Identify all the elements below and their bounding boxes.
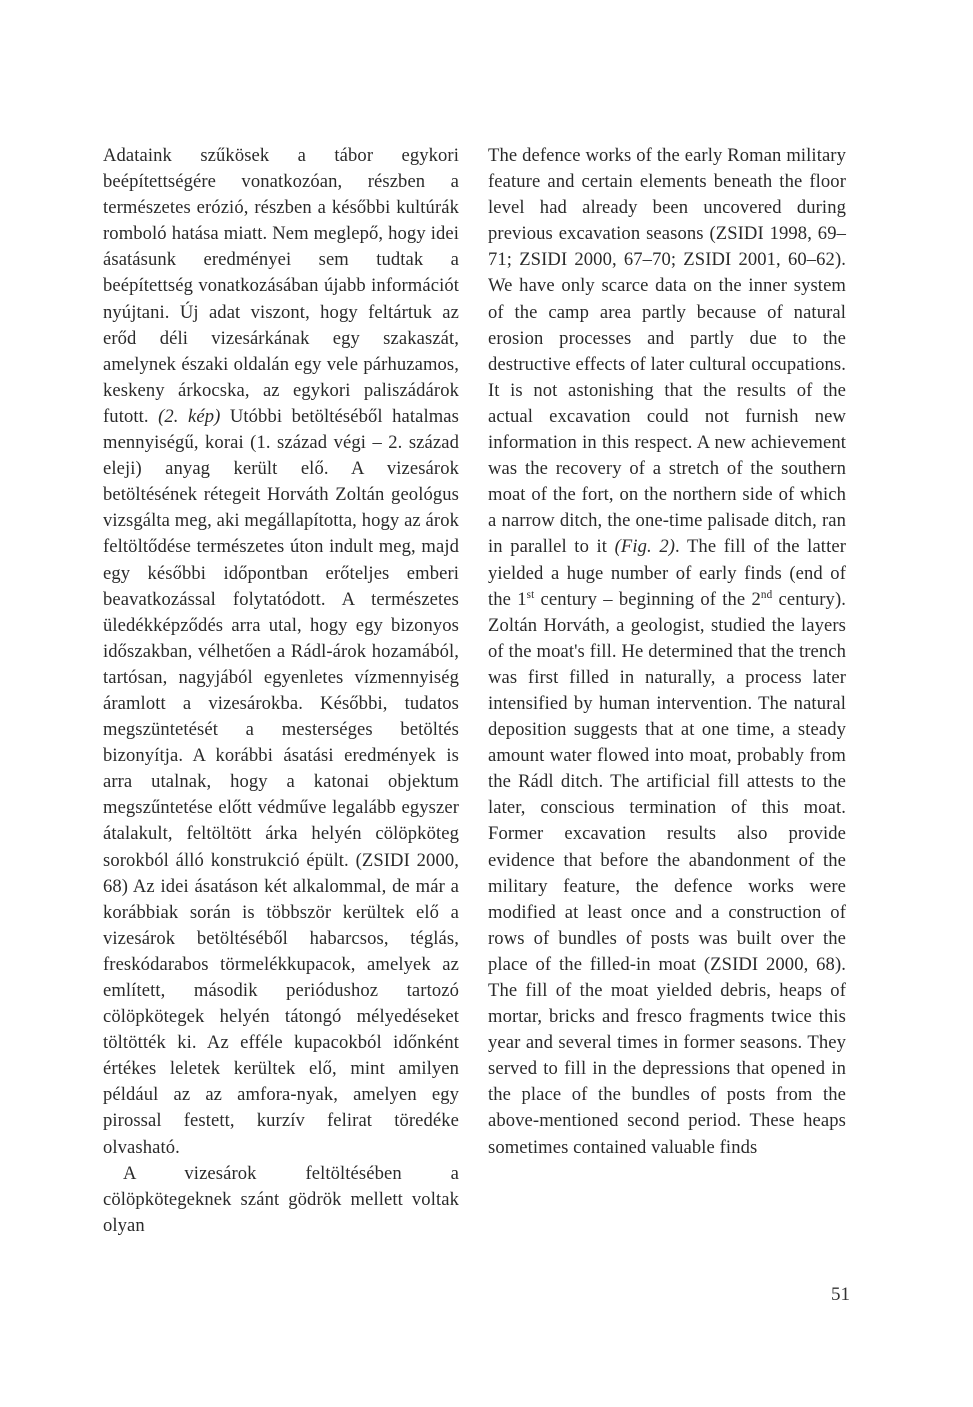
text-segment: The defence works of the early Roman military feature and certain elements beneath the floor level had already been uncovered during previous excavation seasons (ZSIDI 1998, 69–71; ZSIDI 2000, 67–70; ZSIDI 2001, 60–62). We have only scarce data on the inner system of the camp area partly because of natural erosion processes and partly due to the destructive effects of later cultural occupations. It is not astonishing that the results of the actual excavation could not furnish new information in this respect. A new achievement was the recovery of a stretch of the southern moat of the fort, on the northern side of which a narrow ditch, the one-time palisade ditch, ran in parallel to it <box>488 145 846 558</box>
hungarian-text-column <box>103 143 459 1239</box>
ordinal-superscript: nd <box>760 588 773 601</box>
text-segment: Adataink szűkösek a tábor egykori beépítettségére vonatkozóan, részben a természetes erózió, részben a későbbi kultúrák romboló hatása miatt. Nem meglepő, hogy idei ásatásunk eredményei sem tudtak a beépítettség vonatkozásában újabb információt nyújtani. Új adat viszont, hogy feltártuk az erőd déli vizesárkának egy szakaszát, amelynek északi oldalán egy vele párhuzamos, keskeny árkocska, az egykori paliszádárok futott. <box>103 145 459 427</box>
text-segment: . The fill of the latter yielded a huge number of early finds (end of the 1 <box>488 536 846 610</box>
text-segment: century). Zoltán Horváth, a geologist, studied the layers of the moat's fill. He determined that the trench was first filled in naturally, a process later intensified by human intervention. The natural deposition suggests that at one time, a steady amount water flowed into moat, probably from the Rádl ditch. The artificial fill attests to the later, conscious termination of this moat. Former excavation results also provide evidence that before the abandonment of the military feature, the defence works were modified at least once and a construction of rows of bundles of posts was built over the place of the filled-in moat (ZSIDI 2000, 68). The fill of the moat yielded debris, heaps of mortar, bricks and fresco fragments twice this year and several times in former seasons. They served to fill in the depressions that opened in the place of the bundles of posts from the above-mentioned second period. These heaps sometimes contained valuable finds <box>488 588 846 1158</box>
text-segment: Utóbbi betöltéséből hatalmas mennyiségű, korai (1. század végi – 2. század eleji) anyag került elő. A vizesárok betöltésének rétegeit Horváth Zoltán geológus vizsgálta meg, aki megállapította, hogy az árok feltöltődése természetes úton indult meg, majd egy későbbi időpontban erőteljes emberi beavatkozással folytatódott. A természetes üledékképződés arra utal, hogy egy bizonyos időszakban, vélhetően a Rádl-árok hozamából, tartósan, nagyjából egyenletes vízmennyiség áramlott a vizesárokba. Későbbi, tudatos megszüntetését a mesterséges betöltés bizonyítja. A korábbi ásatási eredmények is arra utalnak, hogy a katonai objektum megszűntetése előtt védműve legalább egyszer átalakult, feltöltött árka helyén cölöpköteg sorokból álló konstrukció épült. (ZSIDI 2000, 68) Az idei ásatáson két alkalommal, de már a korábbiak során is többször kerültek elő a vizesárok betöltéséből habarcsos, téglás, freskódarabos törmelékkupacok, amelyek az említett, második periódushoz tartozó cölöpkötegek helyén tátongó mélyedéseket töltötték ki. Az efféle kupacokból időnként értékes leletek kerültek elő, mint amilyen például az az amfora-nyak, amelyen egy pirossal festett, kurzív felirat töredéke olvasható. <box>103 405 459 1158</box>
paragraph: A vizesárok feltöltésében a cölöpkötegeknek szánt gödrök mellett voltak olyan <box>103 1162 459 1236</box>
figure-reference: (Fig. 2) <box>614 536 676 558</box>
text-segment: century – beginning of the 2 <box>534 588 761 610</box>
ordinal-superscript: st <box>526 588 535 601</box>
figure-reference: (2. kép) <box>158 405 221 427</box>
page-number: 51 <box>831 1284 850 1305</box>
paragraph <box>103 143 459 1161</box>
paragraph <box>488 143 846 1161</box>
english-text-column <box>488 143 846 1161</box>
